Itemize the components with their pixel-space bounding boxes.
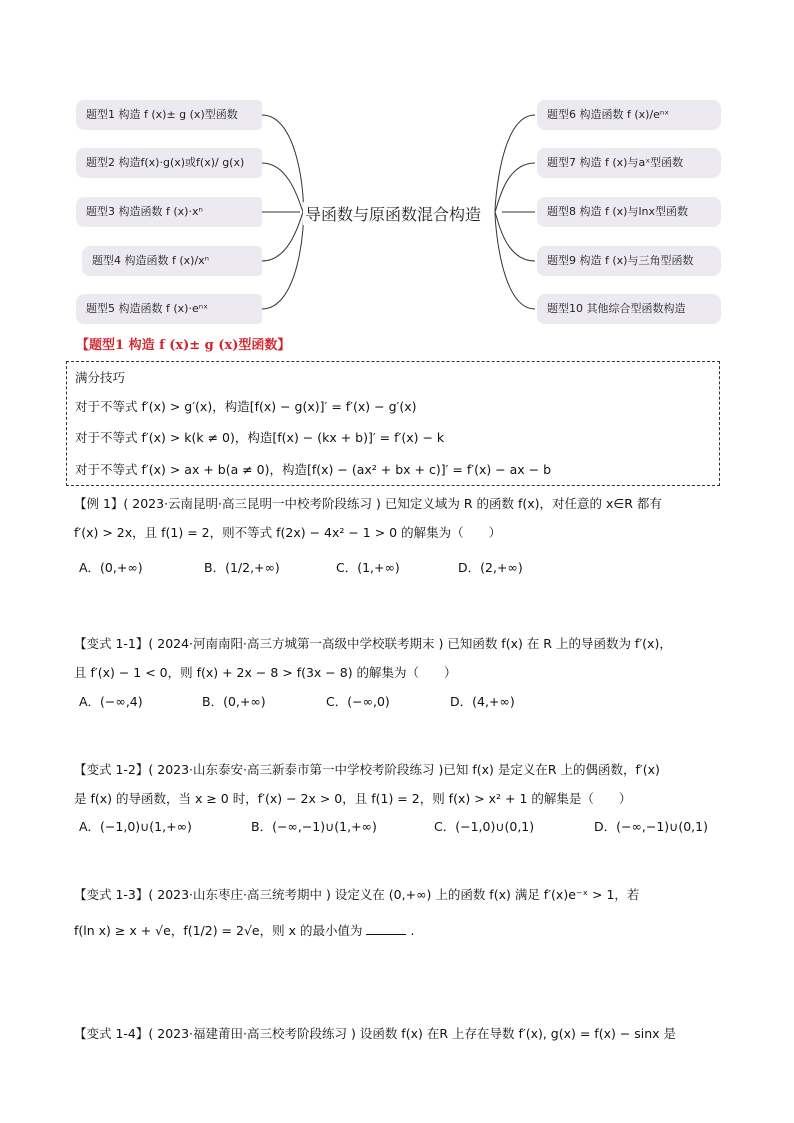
mindmap-node-type3: 题型3 构造函数 f (x)·xⁿ xyxy=(76,197,262,227)
mindmap-node-type9: 题型9 构造 f (x)与三角型函数 xyxy=(537,246,721,276)
tips-box xyxy=(66,361,720,486)
example1-option-a: A．(0,+∞) xyxy=(79,560,143,575)
variant12-option-a: A．(−1,0)∪(1,+∞) xyxy=(79,819,192,834)
mindmap-center-title: 导函数与原函数混合构造 xyxy=(303,202,483,225)
example1-line1: 【例 1】( 2023·云南昆明·高三昆明一中校考阶段练习 ) 已知定义域为 R 的函数 f(x)，对任意的 x∈R 都有 xyxy=(74,496,662,511)
variant11-option-d: D．(4,+∞) xyxy=(450,694,515,709)
example1-option-d: D．(2,+∞) xyxy=(458,560,523,575)
mindmap-node-type6: 题型6 构造函数 f (x)/eⁿˣ xyxy=(537,100,721,130)
connector-left-2 xyxy=(262,163,303,212)
mindmap-node-type7: 题型7 构造 f (x)与aˣ型函数 xyxy=(537,148,721,178)
variant13-answer-blank[interactable] xyxy=(366,924,406,935)
variant11-option-a: A．(−∞,4) xyxy=(79,694,143,709)
variant13-line2-wrap xyxy=(74,921,414,939)
mindmap-node-type5: 题型5 构造函数 f (x)·eⁿˣ xyxy=(76,294,262,324)
section-title: 【题型1 构造 f (x)± g (x)型函数】 xyxy=(76,338,291,353)
tips-line-3: 对于不等式 f′(x) > ax + b(a ≠ 0)，构造[f(x) − (ax² + bx + c)]′ = f′(x) − ax − b xyxy=(75,462,552,477)
variant12-line1: 【变式 1-2】( 2023·山东泰安·高三新泰市第一中学校考阶段练习 )已知 f(x) 是定义在R 上的偶函数，f′(x) xyxy=(74,762,660,777)
variant11-line2: 且 f′(x) − 1 < 0，则 f(x) + 2x − 8 > f(3x − 8) 的解集为（ ） xyxy=(74,665,457,680)
tips-line-2: 对于不等式 f′(x) > k(k ≠ 0)，构造[f(x) − (kx + b)]′ = f′(x) − k xyxy=(75,430,445,445)
variant12-line2: 是 f(x) 的导函数，当 x ≥ 0 时，f′(x) − 2x > 0，且 f(1) = 2，则 f(x) > x² + 1 的解集是（ ） xyxy=(74,791,632,806)
variant11-line1: 【变式 1-1】( 2024·河南南阳·高三方城第一高级中学校联考期末 ) 已知函数 f(x) 在 R 上的导函数为 f′(x)， xyxy=(74,636,672,651)
tips-line-1: 对于不等式 f′(x) > g′(x)，构造[f(x) − g(x)]′ = f′(x) − g′(x) xyxy=(75,399,417,414)
example1-line2: f′(x) > 2x，且 f(1) = 2，则不等式 f(2x) − 4x² − 1 > 0 的解集为（ ） xyxy=(74,525,502,540)
mindmap-node-type1: 题型1 构造 f (x)± g (x)型函数 xyxy=(76,100,262,130)
variant12-option-c: C．(−1,0)∪(0,1) xyxy=(434,819,535,834)
connector-right-2 xyxy=(495,163,535,212)
mindmap-node-type10: 题型10 其他综合型函数构造 xyxy=(537,294,721,324)
variant12-option-b: B．(−∞,−1)∪(1,+∞) xyxy=(251,819,377,834)
variant13-line1: 【变式 1-3】( 2023·山东枣庄·高三统考期中 ) 设定义在 (0,+∞) 上的函数 f(x) 满足 f′(x)e⁻ˣ > 1，若 xyxy=(74,887,640,902)
connector-right-4 xyxy=(495,212,535,261)
variant12-option-d: D．(−∞,−1)∪(0,1) xyxy=(594,819,708,834)
variant14-line1: 【变式 1-4】( 2023·福建莆田·高三校考阶段练习 ) 设函数 f(x) 在R 上存在导数 f′(x), g(x) = f(x) − sinx 是 xyxy=(74,1026,677,1041)
mindmap-node-type4: 题型4 构造函数 f (x)/xⁿ xyxy=(82,246,262,276)
mindmap-node-type8: 题型8 构造 f (x)与lnx型函数 xyxy=(537,197,721,227)
variant11-option-c: C．(−∞,0) xyxy=(326,694,390,709)
connector-left-4 xyxy=(262,212,303,261)
variant13-line2: f(ln x) ≥ x + √e，f(1/2) = 2√e，则 x 的最小值为 xyxy=(74,923,363,938)
example1-option-b: B．(1/2,+∞) xyxy=(204,560,280,575)
mindmap-node-type2: 题型2 构造f(x)·g(x)或f(x)/ g(x) xyxy=(76,148,262,178)
example1-option-c: C．(1,+∞) xyxy=(336,560,400,575)
variant11-option-b: B．(0,+∞) xyxy=(202,694,266,709)
variant13-line2-end: . xyxy=(410,923,415,938)
tips-heading: 满分技巧 xyxy=(75,370,126,385)
